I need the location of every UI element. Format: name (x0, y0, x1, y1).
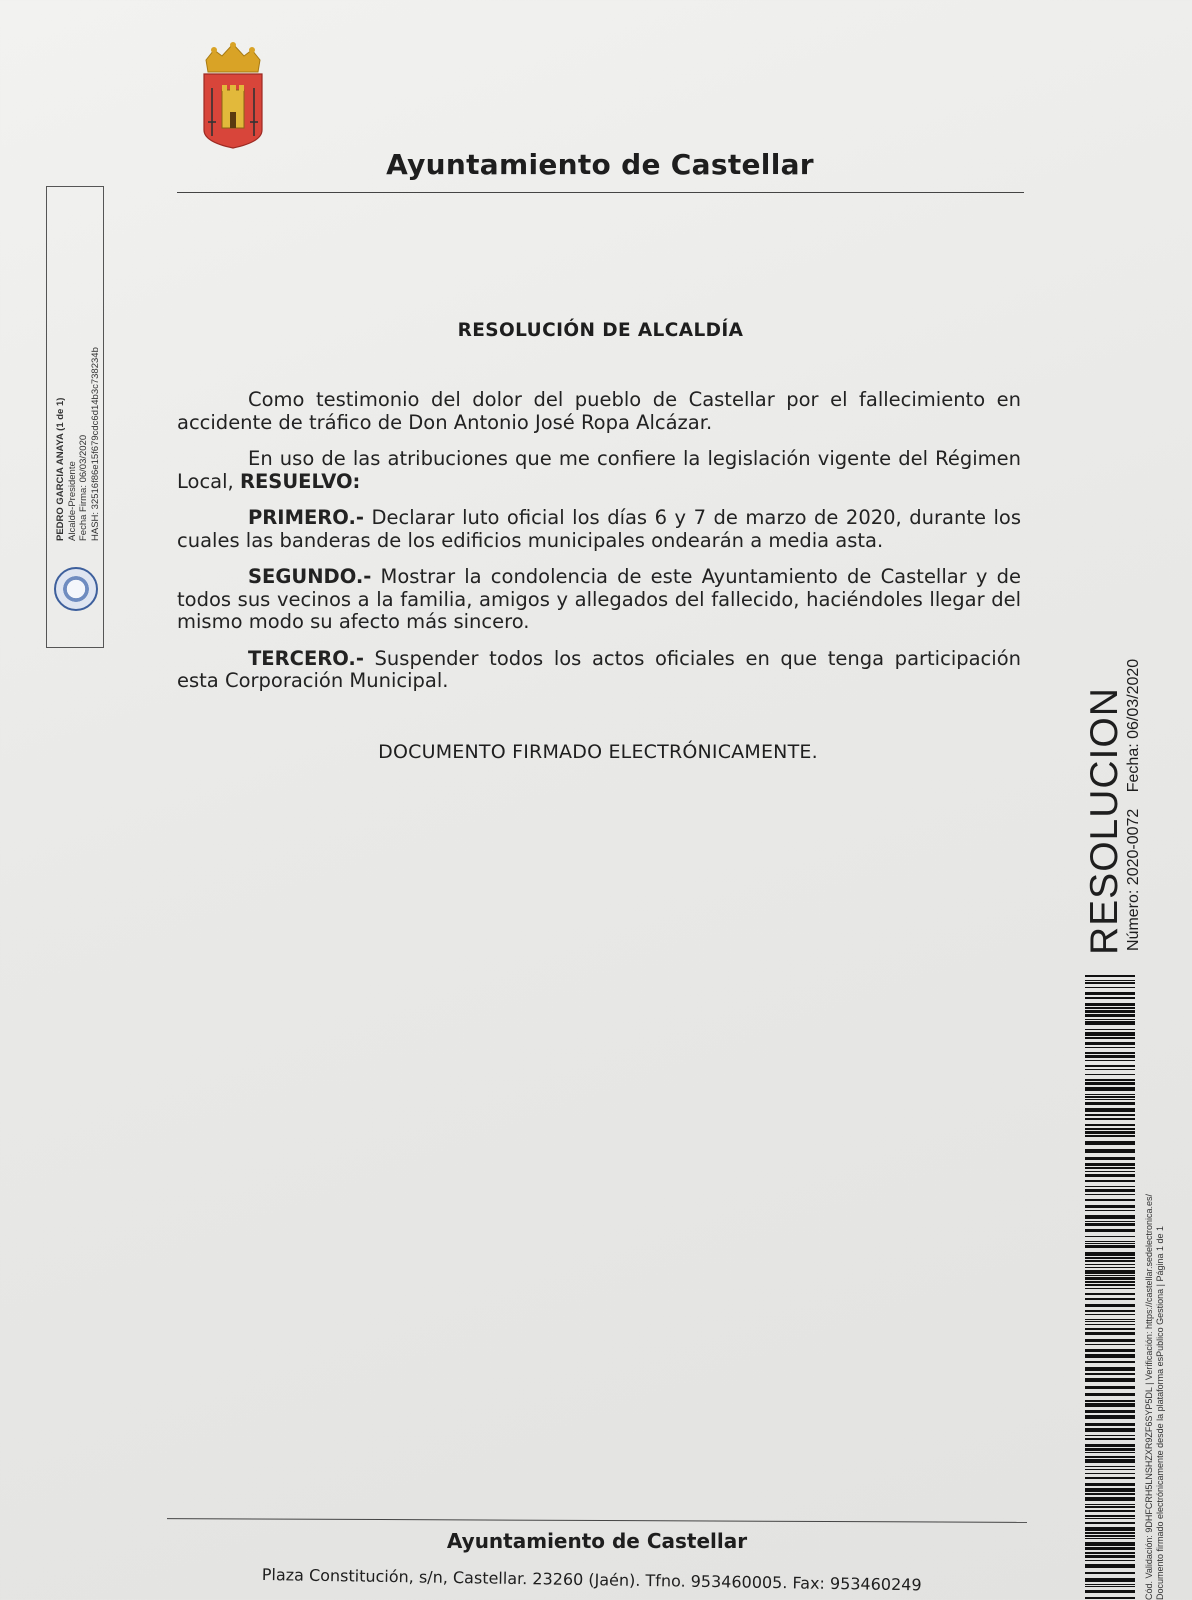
barcode-bar (1085, 1055, 1135, 1058)
barcode-bar (1085, 1466, 1135, 1467)
barcode-bar (1085, 1245, 1135, 1248)
barcode-bar (1085, 1435, 1135, 1436)
barcode-bar (1085, 1167, 1135, 1169)
barcode-bar (1085, 1310, 1135, 1312)
barcode-bar (1085, 1087, 1135, 1091)
barcode-bar (1085, 1483, 1135, 1486)
resolution-date: Fecha: 06/03/2020 (1125, 658, 1142, 793)
barcode-bar (1085, 1428, 1135, 1432)
barcode-bar (1085, 1393, 1135, 1396)
paragraph-primero: PRIMERO.- Declarar luto oficial los días 6 y 7 de marzo de 2020, durante los cuales las banderas de los edificios municipales ondearán a media asta. (177, 506, 1021, 552)
barcode-bar (1085, 1096, 1135, 1098)
barcode-bar (1085, 1293, 1135, 1295)
document-heading: RESOLUCIÓN DE ALCALDÍA (457, 320, 744, 341)
barcode-bar (1085, 1128, 1135, 1130)
barcode-bar (1085, 1236, 1135, 1237)
barcode-bar (1085, 1284, 1135, 1286)
resolution-meta (1124, 647, 1144, 951)
barcode-bar (1085, 1124, 1135, 1126)
barcode-bar (1085, 1488, 1135, 1492)
barcode-bar (1085, 1163, 1135, 1166)
barcode-bar (1085, 1319, 1135, 1320)
barcode-bar (1085, 1328, 1135, 1330)
coat-of-arms-logo (200, 42, 266, 150)
barcode-bar (1085, 1298, 1135, 1300)
barcode-bar (1085, 1321, 1135, 1322)
barcode-bar (1085, 1452, 1135, 1453)
barcode-bar (1085, 1597, 1135, 1599)
barcode-bar (1085, 1019, 1135, 1020)
barcode-bar (1085, 1241, 1135, 1242)
paragraph-tercero: TERCERO.- Suspender todos los actos oficiales en que tenga participación esta Corporación Municipal. (177, 646, 1021, 692)
barcode-bar (1085, 992, 1135, 995)
barcode-bar (1085, 1021, 1135, 1025)
resolution-number: Número: 2020-0072 (1125, 808, 1142, 951)
barcode-bar (1085, 1555, 1135, 1558)
signature-hash: HASH: 32516f86e15f679cdc6d14b3c738234b (89, 347, 101, 541)
barcode-bar (1085, 1180, 1135, 1182)
barcode-bar (1085, 1118, 1135, 1120)
barcode-bar (1085, 1456, 1135, 1458)
barcode-bar (1085, 1281, 1135, 1283)
verification-text (1144, 1040, 1165, 1600)
barcode-bar (1085, 1114, 1135, 1116)
signer-role: Alcalde-Presidente (66, 461, 78, 541)
barcode-bar (1085, 1060, 1135, 1061)
resolution-stamp (1083, 647, 1144, 955)
barcode-bar (1085, 1572, 1135, 1574)
barcode-bar (1085, 1560, 1135, 1561)
barcode-bar (1085, 1252, 1135, 1256)
barcode-bar (1085, 1400, 1135, 1402)
barcode-bar (1085, 1003, 1135, 1006)
barcode-bar (1085, 1339, 1135, 1342)
barcode-bar (1085, 1094, 1135, 1095)
barcode-bar (1085, 1074, 1135, 1075)
barcode-bar (1085, 1141, 1135, 1145)
barcode-bar (1085, 1304, 1135, 1307)
document-body (177, 389, 1021, 707)
barcode-bar (1085, 1506, 1135, 1508)
footer-address: Plaza Constitución, s/n, Castellar. 23260 (Jaén). Tfno. 953460005. Fax: 953460249 (261, 1565, 922, 1595)
barcode-bar (1085, 1423, 1135, 1426)
barcode-bar (1085, 1221, 1135, 1222)
barcode-bar (1085, 1586, 1135, 1587)
barcode-bar (1085, 1332, 1135, 1335)
barcode-bar (1085, 1515, 1135, 1517)
barcode-bar (1085, 1174, 1135, 1177)
barcode-bar (1085, 1324, 1135, 1325)
barcode-bar (1085, 1131, 1135, 1134)
barcode-bar (1085, 1186, 1135, 1187)
barcode-bar (1085, 1205, 1135, 1208)
signer-name: PEDRO GARCIA ANAYA (1 de 1) (55, 397, 66, 541)
barcode-bar (1085, 1504, 1135, 1505)
barcode-bar (1085, 1171, 1135, 1172)
barcode-bar (1085, 997, 1135, 999)
platform-note: Documento firmado electrónicamente desde la plataforma esPublico Gestiona | Página 1 de 1 (1154, 1225, 1165, 1600)
barcode-bar (1085, 1082, 1135, 1085)
barcode-bar (1085, 1314, 1135, 1315)
barcode-bar (1085, 1373, 1135, 1375)
footer-title: Ayuntamiento de Castellar (446, 1529, 748, 1553)
barcode-bar (1085, 1378, 1135, 1382)
barcode-bar (1085, 1386, 1135, 1389)
barcode-bar (1085, 1243, 1135, 1244)
barcode-bar (1085, 1584, 1135, 1585)
barcode-bar (1085, 1497, 1135, 1501)
barcode-bar (1085, 1493, 1135, 1495)
signature-box (46, 186, 104, 648)
barcode-bar (1085, 987, 1135, 988)
barcode-bar (1085, 1014, 1135, 1017)
barcode-bar (1085, 1042, 1135, 1045)
barcode-bar (1085, 1065, 1135, 1067)
barcode-bar (1085, 1069, 1135, 1070)
barcode-bar (1085, 982, 1135, 984)
electronic-signature-note: DOCUMENTO FIRMADO ELECTRÓNICAMENTE. (378, 741, 818, 763)
barcode-bar (1085, 1029, 1135, 1030)
barcode-bar (1085, 1367, 1135, 1371)
barcode-bar (1085, 1277, 1135, 1280)
barcode-bar (1085, 1079, 1135, 1081)
barcode-bar (1085, 1194, 1135, 1195)
barcode-bar (1085, 1477, 1135, 1479)
barcode-bar (1085, 1223, 1135, 1226)
barcode-bar (1085, 1215, 1135, 1219)
barcode-bar (1085, 1415, 1135, 1419)
barcode-bar (1085, 1264, 1135, 1265)
barcode-bar (1085, 1444, 1135, 1447)
municipal-seal-icon (54, 567, 98, 611)
barcode-bar (1085, 1099, 1135, 1100)
barcode-bar (1085, 1149, 1135, 1153)
barcode-bar (1085, 1229, 1135, 1232)
barcode (1085, 975, 1135, 1600)
barcode-bar (1085, 1108, 1135, 1112)
barcode-bar (1085, 1354, 1135, 1358)
barcode-bar (1085, 1010, 1135, 1013)
barcode-bar (1085, 1518, 1135, 1519)
barcode-bar (1085, 1403, 1135, 1407)
barcode-bar (1085, 1578, 1135, 1582)
barcode-bar (1085, 1473, 1135, 1474)
paragraph-intro: Como testimonio del dolor del pueblo de Castellar por el fallecimiento en accidente de tráfico de Don Antonio José Ropa Alcázar. (177, 388, 1021, 434)
resolution-type: RESOLUCION (1083, 687, 1126, 955)
barcode-bar (1085, 1590, 1135, 1593)
barcode-bar (1085, 1257, 1135, 1259)
barcode-bar (1085, 1344, 1135, 1345)
barcode-bar (1085, 1522, 1135, 1524)
header-divider (177, 192, 1024, 193)
barcode-bar (1085, 1032, 1135, 1036)
barcode-bar (1085, 1288, 1135, 1289)
barcode-bar (1085, 1459, 1135, 1463)
barcode-bar (1085, 1102, 1135, 1105)
barcode-bar (1085, 1275, 1135, 1276)
barcode-bar (1085, 1270, 1135, 1274)
header-title: Ayuntamiento de Castellar (386, 148, 814, 181)
barcode-bar (1085, 1564, 1135, 1568)
barcode-bar (1085, 1469, 1135, 1470)
barcode-bar (1085, 1135, 1135, 1137)
barcode-bar (1085, 1157, 1135, 1160)
signature-details (55, 211, 101, 541)
barcode-bar (1085, 1189, 1135, 1192)
barcode-bar (1085, 1052, 1135, 1054)
barcode-bar (1085, 1361, 1135, 1363)
barcode-bar (1085, 1210, 1135, 1211)
barcode-bar (1085, 1047, 1135, 1048)
barcode-bar (1085, 1510, 1135, 1512)
footer-divider (167, 1518, 1027, 1523)
barcode-bar (1085, 1267, 1135, 1268)
barcode-bar (1085, 1007, 1135, 1009)
barcode-bar (1085, 1349, 1135, 1352)
barcode-bar (1085, 1448, 1135, 1451)
paragraph-powers: En uso de las atribuciones que me confiere la legislación vigente del Régimen Local, RESUELVO: (177, 447, 1021, 493)
barcode-bar (1085, 980, 1135, 981)
verification-code: Cód. Validación: 9DHFCRH5LNSHZXR9ZF6SYP5DL | Verificación: https://castellar.sedelectronica.es/ (1144, 1193, 1154, 1600)
barcode-bar (1085, 1438, 1135, 1440)
barcode-bar (1085, 1260, 1135, 1262)
barcode-bar (1085, 1410, 1135, 1413)
barcode-bar (1085, 975, 1135, 977)
signature-date: Fecha Firma: 06/03/2020 (78, 434, 89, 541)
barcode-bar (1085, 1037, 1135, 1039)
barcode-bar (1085, 1199, 1135, 1201)
paragraph-segundo: SEGUNDO.- Mostrar la condolencia de este Ayuntamiento de Castellar y de todos sus vecinos a la familia, amigos y allegados del fallecido, haciéndoles llegar del mismo modo su afecto más sincero. (177, 565, 1021, 633)
